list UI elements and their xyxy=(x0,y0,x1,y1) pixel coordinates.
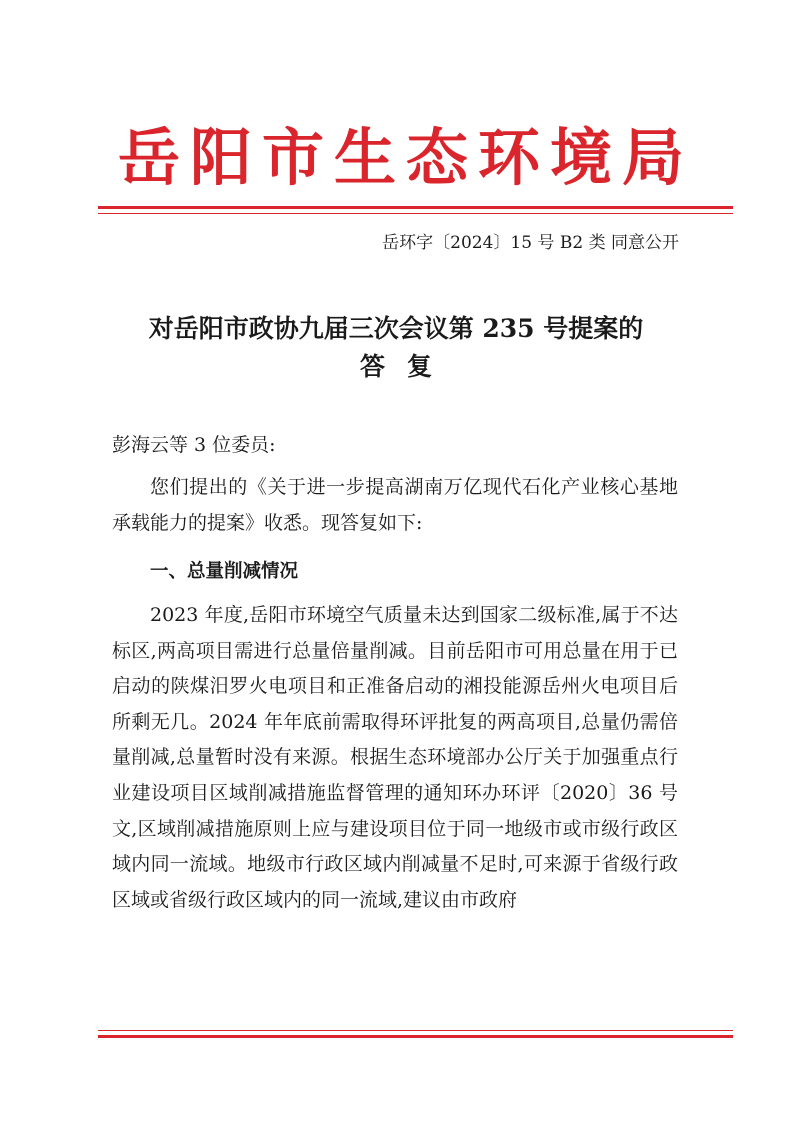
title-line-1: 对岳阳市政协九届三次会议第 235 号提案的 xyxy=(148,314,644,343)
document-number: 岳环字〔2024〕15 号 B2 类 同意公开 xyxy=(382,233,679,253)
header-divider-thin xyxy=(98,213,733,214)
title-line-2: 答复 xyxy=(359,352,454,381)
footer-divider-thick xyxy=(98,1035,733,1038)
footer-divider-thin xyxy=(98,1030,733,1031)
intro-paragraph: 您们提出的《关于进一步提高湖南万亿现代石化产业核心基地承载能力的提案》收悉。现答复如下: xyxy=(112,476,678,534)
header-divider-thick xyxy=(98,206,733,209)
document-title xyxy=(96,310,696,386)
section-body-paragraph: 2023 年度,岳阳市环境空气质量未达到国家二级标准,属于不达标区,两高项目需进行总量倍量削减。目前岳阳市可用总量在用于已启动的陕煤汨罗火电项目和正准备启动的湘投能源岳州火电项目后所剩无几。2024 年年底前需取得环评批复的两高项目,总量仍需倍量削减,总量暂时没有来源。根据生态环境部办公厅关于加强重点行业建设项目区域削减措施监督管理的通知环办环评〔2020〕36 号文,区域削减措施原则上应与建设项目位于同一地级市或市级行政区域内同一流域。地级市行政区域内削减量不足时,可来源于省级行政区域或省级行政区域内的同一流域,建议由市政府 xyxy=(112,604,678,911)
section-heading: 一、总量削减情况 xyxy=(150,561,299,582)
agency-title: 岳阳市生态环境局 xyxy=(118,121,695,194)
addressee: 彭海云等 3 位委员: xyxy=(112,434,276,456)
